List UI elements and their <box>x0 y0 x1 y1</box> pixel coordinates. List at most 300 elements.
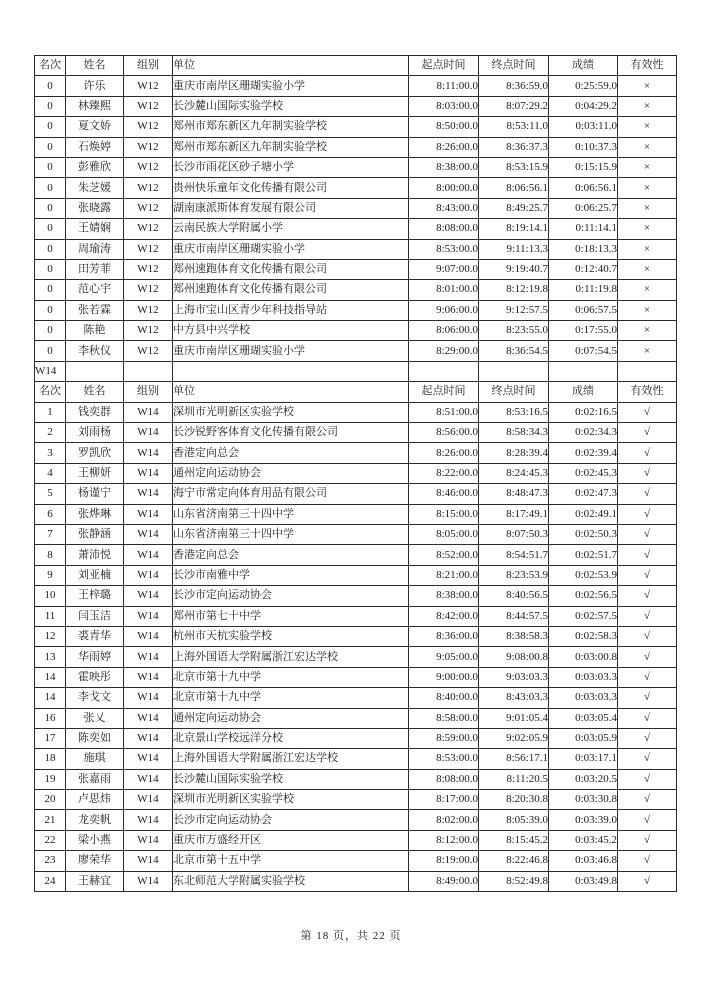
table-row <box>35 463 677 483</box>
cell-result: 0:03:30.8 <box>549 790 618 810</box>
cell-finish-time: 8:19:14.1 <box>479 219 549 239</box>
table-row <box>35 198 677 218</box>
cell-start-time: 8:51:00.0 <box>409 402 479 422</box>
cell-result: 0:02:53.9 <box>549 565 618 585</box>
cell-unit: 东北师范大学附属实验学校 <box>173 871 409 891</box>
cell-name: 张嘉雨 <box>66 769 124 789</box>
column-header-start-time: 起点时间 <box>409 382 479 402</box>
cell-name: 裘青华 <box>66 626 124 646</box>
cell-validity: × <box>618 300 677 320</box>
cell-validity: √ <box>618 443 677 463</box>
cell-group: W12 <box>124 219 173 239</box>
cell-start-time: 8:11:00.0 <box>409 76 479 96</box>
cell-validity: × <box>618 137 677 157</box>
section-empty-cell <box>173 361 409 381</box>
cell-name: 陈艳 <box>66 321 124 341</box>
cell-rank: 9 <box>35 565 66 585</box>
cell-rank: 14 <box>35 688 66 708</box>
cell-unit: 海宁市常定向体育用品有限公司 <box>173 484 409 504</box>
table-row <box>35 423 677 443</box>
cell-group: W12 <box>124 321 173 341</box>
cell-validity: √ <box>618 708 677 728</box>
cell-result: 0:02:49.1 <box>549 504 618 524</box>
cell-rank: 12 <box>35 626 66 646</box>
cell-validity: √ <box>618 565 677 585</box>
cell-group: W14 <box>124 565 173 585</box>
cell-result: 0:03:11.0 <box>549 117 618 137</box>
cell-rank: 0 <box>35 96 66 116</box>
cell-group: W14 <box>124 810 173 830</box>
cell-rank: 0 <box>35 259 66 279</box>
cell-start-time: 8:36:00.0 <box>409 626 479 646</box>
cell-result: 0:02:50.3 <box>549 524 618 544</box>
table-row <box>35 688 677 708</box>
table-row <box>35 321 677 341</box>
table-row <box>35 830 677 850</box>
cell-validity: √ <box>618 728 677 748</box>
table-row <box>35 708 677 728</box>
header-row <box>35 56 677 76</box>
cell-result: 0:02:56.5 <box>549 586 618 606</box>
cell-finish-time: 8:53:16.5 <box>479 402 549 422</box>
cell-rank: 0 <box>35 117 66 137</box>
cell-group: W14 <box>124 463 173 483</box>
cell-rank: 4 <box>35 463 66 483</box>
cell-unit: 北京市第十九中学 <box>173 667 409 687</box>
table-row <box>35 484 677 504</box>
table-row <box>35 504 677 524</box>
cell-group: W14 <box>124 708 173 728</box>
cell-result: 0:02:58.3 <box>549 626 618 646</box>
cell-start-time: 8:00:00.0 <box>409 178 479 198</box>
cell-finish-time: 8:11:20.5 <box>479 769 549 789</box>
cell-name: 刘亚楠 <box>66 565 124 585</box>
cell-result: 0:02:51.7 <box>549 545 618 565</box>
cell-finish-time: 8:23:53.9 <box>479 565 549 585</box>
cell-group: W14 <box>124 545 173 565</box>
cell-start-time: 9:00:00.0 <box>409 667 479 687</box>
cell-group: W12 <box>124 198 173 218</box>
cell-finish-time: 9:01:05.4 <box>479 708 549 728</box>
cell-unit: 上海市宝山区青少年科技指导站 <box>173 300 409 320</box>
cell-result: 0:02:47.3 <box>549 484 618 504</box>
table-row <box>35 769 677 789</box>
cell-result: 0:03:05.4 <box>549 708 618 728</box>
cell-unit: 上海外国语大学附属浙江宏达学校 <box>173 749 409 769</box>
column-header-finish-time: 终点时间 <box>479 382 549 402</box>
cell-group: W12 <box>124 76 173 96</box>
cell-validity: × <box>618 198 677 218</box>
table-row <box>35 647 677 667</box>
cell-start-time: 8:01:00.0 <box>409 280 479 300</box>
cell-name: 钱奕群 <box>66 402 124 422</box>
table-row <box>35 749 677 769</box>
table-row <box>35 728 677 748</box>
cell-unit: 深圳市光明新区实验学校 <box>173 402 409 422</box>
cell-rank: 24 <box>35 871 66 891</box>
cell-result: 0:03:46.8 <box>549 851 618 871</box>
cell-name: 梁小燕 <box>66 830 124 850</box>
cell-name: 王梓璐 <box>66 586 124 606</box>
cell-result: 0:10:37.3 <box>549 137 618 157</box>
cell-rank: 0 <box>35 219 66 239</box>
cell-validity: √ <box>618 667 677 687</box>
cell-validity: √ <box>618 810 677 830</box>
cell-start-time: 8:15:00.0 <box>409 504 479 524</box>
table-row <box>35 565 677 585</box>
table-row <box>35 443 677 463</box>
cell-validity: × <box>618 341 677 361</box>
cell-finish-time: 9:02:05.9 <box>479 728 549 748</box>
table-row <box>35 545 677 565</box>
cell-start-time: 8:49:00.0 <box>409 871 479 891</box>
cell-validity: √ <box>618 504 677 524</box>
cell-result: 0:03:45.2 <box>549 830 618 850</box>
cell-start-time: 8:19:00.0 <box>409 851 479 871</box>
cell-rank: 22 <box>35 830 66 850</box>
cell-unit: 郑州市郑东新区九年制实验学校 <box>173 117 409 137</box>
section-empty-cell <box>66 361 124 381</box>
cell-group: W14 <box>124 769 173 789</box>
table-row <box>35 157 677 177</box>
cell-start-time: 8:40:00.0 <box>409 688 479 708</box>
cell-result: 0:02:45.3 <box>549 463 618 483</box>
cell-name: 华雨婷 <box>66 647 124 667</box>
cell-name: 张晓露 <box>66 198 124 218</box>
cell-unit: 杭州市天杭实验学校 <box>173 626 409 646</box>
cell-finish-time: 9:19:40.7 <box>479 259 549 279</box>
cell-group: W12 <box>124 178 173 198</box>
cell-start-time: 8:17:00.0 <box>409 790 479 810</box>
cell-result: 0:02:39.4 <box>549 443 618 463</box>
cell-group: W14 <box>124 504 173 524</box>
cell-name: 张静涵 <box>66 524 124 544</box>
cell-unit: 长沙市南雅中学 <box>173 565 409 585</box>
cell-finish-time: 8:23:55.0 <box>479 321 549 341</box>
cell-validity: √ <box>618 647 677 667</box>
cell-group: W12 <box>124 239 173 259</box>
cell-group: W12 <box>124 300 173 320</box>
cell-rank: 0 <box>35 198 66 218</box>
cell-rank: 3 <box>35 443 66 463</box>
cell-unit: 中方县中兴学校 <box>173 321 409 341</box>
cell-unit: 长沙市雨花区砂子塘小学 <box>173 157 409 177</box>
cell-group: W14 <box>124 647 173 667</box>
section-row <box>35 361 677 381</box>
column-header-group: 组别 <box>124 382 173 402</box>
cell-rank: 11 <box>35 606 66 626</box>
cell-rank: 5 <box>35 484 66 504</box>
cell-name: 闫玉洁 <box>66 606 124 626</box>
column-header-validity: 有效性 <box>618 56 677 76</box>
cell-unit: 北京市第十九中学 <box>173 688 409 708</box>
cell-finish-time: 8:24:45.3 <box>479 463 549 483</box>
table-row <box>35 280 677 300</box>
column-header-name: 姓名 <box>66 382 124 402</box>
cell-rank: 1 <box>35 402 66 422</box>
cell-unit: 上海外国语大学附属浙江宏达学校 <box>173 647 409 667</box>
cell-name: 王婧娴 <box>66 219 124 239</box>
column-header-unit: 单位 <box>173 382 409 402</box>
cell-rank: 0 <box>35 178 66 198</box>
cell-result: 0:03:05.9 <box>549 728 618 748</box>
cell-finish-time: 8:40:56.5 <box>479 586 549 606</box>
cell-name: 张烨琳 <box>66 504 124 524</box>
cell-validity: √ <box>618 606 677 626</box>
cell-group: W14 <box>124 626 173 646</box>
cell-rank: 7 <box>35 524 66 544</box>
cell-unit: 长沙锐野客体育文化传播有限公司 <box>173 423 409 443</box>
table-row <box>35 524 677 544</box>
cell-start-time: 8:58:00.0 <box>409 708 479 728</box>
cell-result: 0:11:19.8 <box>549 280 618 300</box>
cell-validity: √ <box>618 830 677 850</box>
cell-finish-time: 8:53:11.0 <box>479 117 549 137</box>
cell-start-time: 8:21:00.0 <box>409 565 479 585</box>
table-row <box>35 117 677 137</box>
cell-rank: 14 <box>35 667 66 687</box>
cell-result: 0:03:17.1 <box>549 749 618 769</box>
cell-group: W14 <box>124 524 173 544</box>
table-row <box>35 300 677 320</box>
cell-finish-time: 8:36:54.5 <box>479 341 549 361</box>
cell-finish-time: 8:12:19.8 <box>479 280 549 300</box>
cell-name: 许乐 <box>66 76 124 96</box>
cell-group: W14 <box>124 790 173 810</box>
cell-rank: 0 <box>35 300 66 320</box>
section-empty-cell <box>479 361 549 381</box>
cell-validity: × <box>618 96 677 116</box>
cell-rank: 19 <box>35 769 66 789</box>
cell-rank: 0 <box>35 239 66 259</box>
cell-finish-time: 8:07:29.2 <box>479 96 549 116</box>
cell-result: 0:12:40.7 <box>549 259 618 279</box>
cell-start-time: 8:08:00.0 <box>409 769 479 789</box>
cell-result: 0:02:16.5 <box>549 402 618 422</box>
cell-name: 李秋仪 <box>66 341 124 361</box>
cell-validity: × <box>618 239 677 259</box>
cell-rank: 23 <box>35 851 66 871</box>
cell-group: W14 <box>124 830 173 850</box>
cell-finish-time: 8:49:25.7 <box>479 198 549 218</box>
cell-rank: 0 <box>35 341 66 361</box>
cell-result: 0:18:13.3 <box>549 239 618 259</box>
table-row <box>35 76 677 96</box>
results-table <box>34 55 677 892</box>
cell-result: 0:15:15.9 <box>549 157 618 177</box>
cell-rank: 13 <box>35 647 66 667</box>
table-row <box>35 586 677 606</box>
cell-start-time: 8:05:00.0 <box>409 524 479 544</box>
cell-validity: √ <box>618 402 677 422</box>
cell-rank: 0 <box>35 76 66 96</box>
cell-start-time: 8:22:00.0 <box>409 463 479 483</box>
section-empty-cell <box>124 361 173 381</box>
cell-start-time: 9:05:00.0 <box>409 647 479 667</box>
table-row <box>35 96 677 116</box>
cell-name: 霍映彤 <box>66 667 124 687</box>
cell-group: W14 <box>124 749 173 769</box>
cell-validity: × <box>618 117 677 137</box>
cell-start-time: 8:12:00.0 <box>409 830 479 850</box>
cell-group: W12 <box>124 280 173 300</box>
cell-name: 刘雨杨 <box>66 423 124 443</box>
table-row <box>35 178 677 198</box>
cell-start-time: 8:46:00.0 <box>409 484 479 504</box>
cell-result: 0:03:20.5 <box>549 769 618 789</box>
table-row <box>35 259 677 279</box>
cell-result: 0:06:25.7 <box>549 198 618 218</box>
section-empty-cell <box>549 361 618 381</box>
cell-validity: × <box>618 280 677 300</box>
cell-name: 朱芝媛 <box>66 178 124 198</box>
header-row <box>35 382 677 402</box>
cell-unit: 长沙麓山国际实验学校 <box>173 769 409 789</box>
cell-finish-time: 8:20:30.8 <box>479 790 549 810</box>
cell-result: 0:02:34.3 <box>549 423 618 443</box>
cell-rank: 16 <box>35 708 66 728</box>
cell-finish-time: 8:58:34.3 <box>479 423 549 443</box>
cell-name: 田芳菲 <box>66 259 124 279</box>
column-header-validity: 有效性 <box>618 382 677 402</box>
cell-unit: 郑州速跑体育文化传播有限公司 <box>173 259 409 279</box>
cell-finish-time: 8:17:49.1 <box>479 504 549 524</box>
cell-group: W14 <box>124 606 173 626</box>
cell-unit: 山东省济南第三十四中学 <box>173 524 409 544</box>
cell-name: 廖荣华 <box>66 851 124 871</box>
cell-rank: 20 <box>35 790 66 810</box>
cell-validity: √ <box>618 769 677 789</box>
cell-finish-time: 8:43:03.3 <box>479 688 549 708</box>
cell-finish-time: 8:07:50.3 <box>479 524 549 544</box>
cell-start-time: 8:42:00.0 <box>409 606 479 626</box>
cell-finish-time: 8:44:57.5 <box>479 606 549 626</box>
cell-validity: √ <box>618 790 677 810</box>
section-label: W14 <box>35 361 66 381</box>
column-header-finish-time: 终点时间 <box>479 56 549 76</box>
cell-result: 0:04:29.2 <box>549 96 618 116</box>
cell-unit: 香港定向总会 <box>173 443 409 463</box>
table-row <box>35 810 677 830</box>
cell-finish-time: 8:38:58.3 <box>479 626 549 646</box>
cell-result: 0:06:57.5 <box>549 300 618 320</box>
cell-name: 萧沛悦 <box>66 545 124 565</box>
table-row <box>35 871 677 891</box>
cell-finish-time: 8:05:39.0 <box>479 810 549 830</box>
cell-start-time: 8:26:00.0 <box>409 137 479 157</box>
cell-group: W14 <box>124 586 173 606</box>
cell-validity: √ <box>618 545 677 565</box>
cell-finish-time: 8:22:46.8 <box>479 851 549 871</box>
cell-start-time: 8:52:00.0 <box>409 545 479 565</box>
cell-unit: 郑州速跑体育文化传播有限公司 <box>173 280 409 300</box>
cell-name: 王柳妍 <box>66 463 124 483</box>
column-header-rank: 名次 <box>35 382 66 402</box>
cell-unit: 郑州市郑东新区九年制实验学校 <box>173 137 409 157</box>
column-header-group: 组别 <box>124 56 173 76</box>
cell-validity: √ <box>618 463 677 483</box>
cell-validity: × <box>618 219 677 239</box>
cell-rank: 6 <box>35 504 66 524</box>
cell-start-time: 8:56:00.0 <box>409 423 479 443</box>
table-row <box>35 851 677 871</box>
cell-name: 彭雅欣 <box>66 157 124 177</box>
cell-start-time: 8:50:00.0 <box>409 117 479 137</box>
cell-unit: 长沙市定向运动协会 <box>173 586 409 606</box>
cell-rank: 21 <box>35 810 66 830</box>
cell-group: W14 <box>124 667 173 687</box>
cell-result: 0:03:03.3 <box>549 688 618 708</box>
cell-validity: × <box>618 157 677 177</box>
cell-unit: 郑州市第七十中学 <box>173 606 409 626</box>
cell-finish-time: 8:52:49.8 <box>479 871 549 891</box>
page-number-footer: 第 18 页，共 22 页 <box>300 930 402 942</box>
table-row <box>35 626 677 646</box>
cell-validity: √ <box>618 871 677 891</box>
cell-group: W12 <box>124 137 173 157</box>
cell-group: W14 <box>124 423 173 443</box>
cell-finish-time: 8:56:17.1 <box>479 749 549 769</box>
cell-unit: 通州定向运动协会 <box>173 463 409 483</box>
cell-finish-time: 8:54:51.7 <box>479 545 549 565</box>
cell-unit: 重庆市南岸区珊瑚实验小学 <box>173 239 409 259</box>
table-row <box>35 219 677 239</box>
cell-validity: √ <box>618 524 677 544</box>
table-row <box>35 790 677 810</box>
cell-finish-time: 9:11:13.3 <box>479 239 549 259</box>
cell-name: 李戈文 <box>66 688 124 708</box>
cell-group: W14 <box>124 851 173 871</box>
cell-validity: √ <box>618 626 677 646</box>
cell-unit: 长沙麓山国际实验学校 <box>173 96 409 116</box>
cell-name: 卢思炜 <box>66 790 124 810</box>
cell-start-time: 8:03:00.0 <box>409 96 479 116</box>
cell-rank: 17 <box>35 728 66 748</box>
cell-rank: 0 <box>35 321 66 341</box>
cell-start-time: 8:06:00.0 <box>409 321 479 341</box>
cell-unit: 深圳市光明新区实验学校 <box>173 790 409 810</box>
cell-result: 0:03:00.8 <box>549 647 618 667</box>
cell-name: 张若霖 <box>66 300 124 320</box>
cell-rank: 0 <box>35 280 66 300</box>
table-row <box>35 667 677 687</box>
cell-result: 0:03:49.8 <box>549 871 618 891</box>
cell-start-time: 8:29:00.0 <box>409 341 479 361</box>
cell-group: W12 <box>124 117 173 137</box>
cell-group: W12 <box>124 157 173 177</box>
table-row <box>35 341 677 361</box>
cell-result: 0:02:57.5 <box>549 606 618 626</box>
cell-finish-time: 8:36:59.0 <box>479 76 549 96</box>
cell-unit: 贵州快乐童年文化传播有限公司 <box>173 178 409 198</box>
table-row <box>35 402 677 422</box>
cell-group: W14 <box>124 443 173 463</box>
cell-validity: √ <box>618 749 677 769</box>
cell-start-time: 8:26:00.0 <box>409 443 479 463</box>
cell-group: W12 <box>124 341 173 361</box>
cell-name: 林臻熙 <box>66 96 124 116</box>
cell-start-time: 8:59:00.0 <box>409 728 479 748</box>
cell-validity: × <box>618 321 677 341</box>
cell-unit: 山东省济南第三十四中学 <box>173 504 409 524</box>
cell-start-time: 8:53:00.0 <box>409 239 479 259</box>
cell-result: 0:07:54.5 <box>549 341 618 361</box>
cell-start-time: 9:07:00.0 <box>409 259 479 279</box>
cell-rank: 0 <box>35 157 66 177</box>
cell-finish-time: 8:53:15.9 <box>479 157 549 177</box>
cell-finish-time: 8:36:37.3 <box>479 137 549 157</box>
results-table-body <box>35 56 677 892</box>
